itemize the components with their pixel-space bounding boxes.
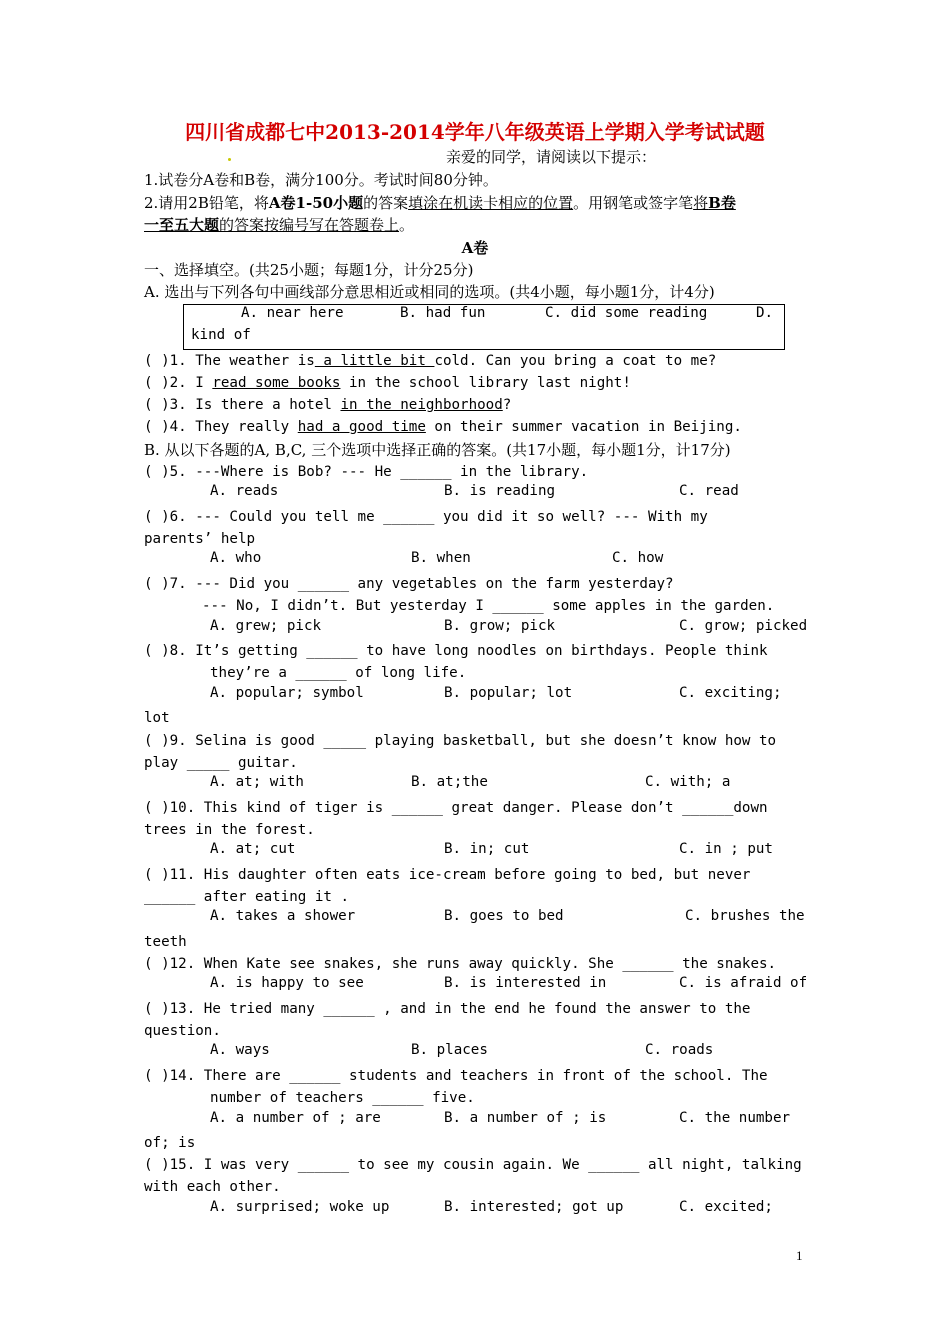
q10-option-a: A. at; cut (210, 841, 296, 857)
question-13-stem-cont: question. (144, 1023, 221, 1039)
note-3-part: 一至五大题 (144, 216, 220, 234)
q-part: ( )4. They really (144, 419, 298, 435)
box-option-c: C. did some reading (545, 305, 708, 321)
q14-option-c: C. the number (679, 1110, 791, 1126)
q-part: on their summer vacation in Beijing. (425, 419, 742, 435)
q11-option-a: A. takes a shower (210, 908, 356, 924)
question-8-stem: ( )8. It’s getting ______ to have long noodles on birthdays. People think (144, 643, 768, 659)
note-3-part: 的答案按编号写在答题卷上 (219, 216, 400, 234)
q6-option-b: B. when (411, 550, 471, 566)
question-11-stem: ( )11. His daughter often eats ice-cream before going to bed, but never (144, 867, 751, 883)
q13-option-a: A. ways (210, 1042, 270, 1058)
q9-option-b: B. at;the (411, 774, 488, 790)
stray-dot (228, 158, 231, 161)
q-part: ? (502, 397, 512, 413)
q11-option-b: B. goes to bed (444, 908, 564, 924)
q8-option-b: B. popular; lot (444, 685, 573, 701)
q15-option-a: A. surprised; woke up (210, 1199, 390, 1215)
question-10-stem: ( )10. This kind of tiger is ______ great danger. Please don’t ______down (144, 800, 768, 816)
q11-option-c: C. brushes the (685, 908, 805, 924)
q5-option-b: B. is reading (444, 483, 556, 499)
note-2-part: 2.请用2B铅笔，将 (144, 194, 269, 212)
q14-option-b: B. a number of ; is (444, 1110, 607, 1126)
part-1-heading: 一、选择填空。(共25小题；每题1分，计分25分) (144, 261, 474, 279)
question-3 (144, 394, 808, 416)
question-6-stem: ( )6. --- Could you tell me ______ you did it so well? --- With my (144, 509, 708, 525)
q8-option-c: C. exciting; (679, 685, 782, 701)
q6-option-c: C. how (612, 550, 664, 566)
q14-option-a: A. a number of ; are (210, 1110, 381, 1126)
box-option-d: D. (756, 305, 774, 321)
q13-option-c: C. roads (645, 1042, 714, 1058)
q-part: cold. Can you bring a coat to me? (434, 353, 717, 369)
box-option-a: A. near here (241, 305, 344, 321)
q11-option-c-cont: teeth (144, 934, 187, 950)
question-9-stem-cont: play _____ guitar. (144, 755, 298, 771)
q14-option-c-cont: of; is (144, 1135, 196, 1151)
q-underlined: in the neighborhood (340, 397, 503, 413)
note-1: 1.试卷分A卷和B卷，满分100分。考试时间80分钟。 (144, 171, 498, 189)
exam-title: 四川省成都七中2013-2014学年八年级英语上学期入学考试试题 (185, 120, 765, 144)
q5-option-a: A. reads (210, 483, 279, 499)
question-11-stem-cont: ______ after eating it . (144, 889, 349, 905)
q5-option-c: C. read (679, 483, 739, 499)
q12-option-b: B. is interested in (444, 975, 607, 991)
question-9-stem: ( )9. Selina is good _____ playing basketball, but she doesn’t know how to (144, 733, 777, 749)
question-7-stem-cont: --- No, I didn’t. But yesterday I ______ some apples in the garden. (202, 598, 775, 614)
q12-option-a: A. is happy to see (210, 975, 364, 991)
q-underlined: a little bit (314, 353, 435, 369)
note-2-part: 的答案 (363, 194, 409, 212)
box-option-d-text: kind of (191, 327, 251, 343)
q7-option-c: C. grow; picked (679, 618, 808, 634)
question-1 (144, 350, 808, 372)
question-7-stem: ( )7. --- Did you ______ any vegetables on the farm yesterday? (144, 576, 674, 592)
question-12-stem: ( )12. When Kate see snakes, she runs away quickly. She ______ the snakes. (144, 956, 777, 972)
q15-option-c: C. excited; (679, 1199, 773, 1215)
q10-option-b: B. in; cut (444, 841, 530, 857)
q8-option-a: A. popular; symbol (210, 685, 364, 701)
note-2-part: B卷 (708, 194, 736, 212)
note-2-part: A卷1-50小题 (268, 194, 364, 212)
q10-option-c: C. in ; put (679, 841, 773, 857)
section-a-heading: A卷 (461, 239, 489, 257)
greeting: 亲爱的同学，请阅读以下提示： (446, 148, 657, 166)
q-part: in the school library last night! (340, 375, 631, 391)
question-14-stem: ( )14. There are ______ students and teachers in front of the school. The (144, 1068, 768, 1084)
question-13-stem: ( )13. He tried many ______ , and in the end he found the answer to the (144, 1001, 751, 1017)
q15-option-b: B. interested; got up (444, 1199, 624, 1215)
q-part: ( )2. I (144, 375, 213, 391)
q9-option-a: A. at; with (210, 774, 304, 790)
page-number: 1 (796, 1248, 803, 1263)
part-a-instruction: A. 选出与下列各句中画线部分意思相近或相同的选项。(共4小题，每小题1分，计4分) (144, 283, 715, 301)
note-3-part: 。 (399, 216, 415, 234)
q7-option-b: B. grow; pick (444, 618, 556, 634)
note-2-part: 。用钢笔或签字笔 (573, 194, 694, 212)
q13-option-b: B. places (411, 1042, 488, 1058)
q8-option-c-cont: lot (144, 710, 170, 726)
question-4 (144, 416, 808, 438)
box-option-b: B. had fun (400, 305, 486, 321)
question-10-stem-cont: trees in the forest. (144, 822, 315, 838)
q-part: ( )1. The weather is (144, 353, 315, 369)
q7-option-a: A. grew; pick (210, 618, 322, 634)
question-14-stem-cont: number of teachers ______ five. (210, 1090, 475, 1106)
note-2 (144, 192, 808, 214)
q6-option-a: A. who (210, 550, 262, 566)
question-8-stem-cont: they’re a ______ of long life. (210, 665, 467, 681)
question-2 (144, 372, 808, 394)
q-underlined: had a good time (297, 419, 426, 435)
q12-option-c: C. is afraid of (679, 975, 808, 991)
question-6-stem-cont: parents’ help (144, 531, 256, 547)
question-15-stem: ( )15. I was very ______ to see my cousin again. We ______ all night, talking (144, 1157, 802, 1173)
question-5-stem: ( )5. ---Where is Bob? --- He ______ in the library. (144, 464, 589, 480)
note-3 (144, 214, 808, 236)
part-b-instruction: B. 从以下各题的A, B,C, 三个选项中选择正确的答案。(共17小题，每小题1分，计17分) (144, 441, 731, 459)
note-2-part: 将 (693, 194, 709, 212)
q-underlined: read some books (212, 375, 341, 391)
question-15-stem-cont: with each other. (144, 1179, 281, 1195)
note-2-part: 填涂在机读卡相应的位置 (408, 194, 574, 212)
q-part: ( )3. Is there a hotel (144, 397, 341, 413)
q9-option-c: C. with; a (645, 774, 731, 790)
